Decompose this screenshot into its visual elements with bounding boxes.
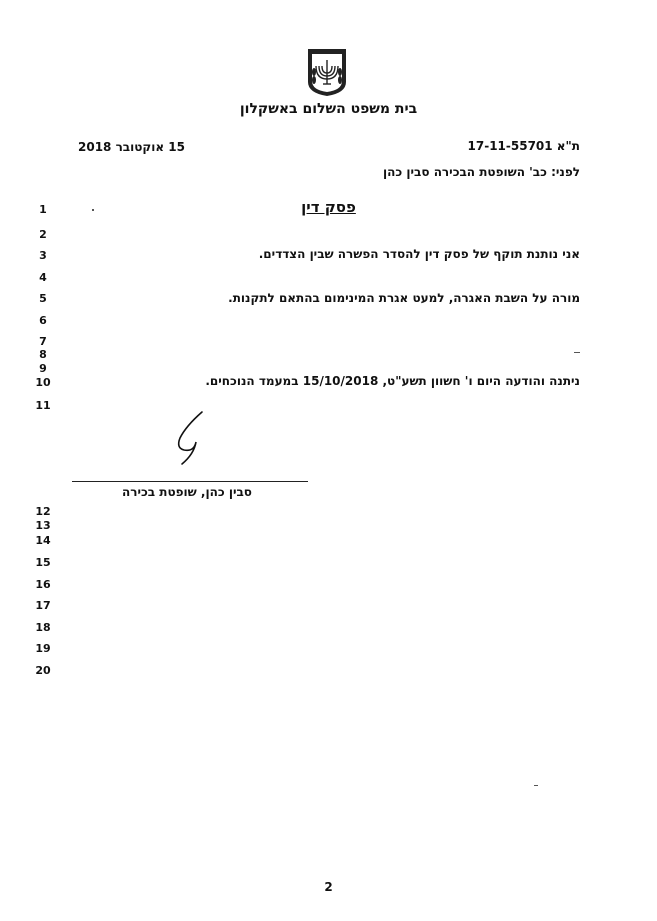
date: 15 אוקטובר 2018	[78, 140, 185, 154]
handwritten-signature-icon	[168, 408, 214, 466]
line-number: 19	[35, 642, 51, 655]
line-number: 17	[35, 599, 51, 612]
state-emblem-icon	[302, 46, 352, 98]
line-number: 9	[39, 362, 47, 375]
court-name: בית משפט השלום באשקלון	[239, 101, 418, 117]
line-number: 16	[35, 578, 51, 591]
scan-speck	[92, 209, 94, 211]
judge-line: לפני: כב' השופטת הבכירה סבין כהן	[383, 165, 580, 179]
line-number: 4	[39, 271, 47, 284]
line-number: 5	[39, 292, 47, 305]
line-number: 13	[35, 519, 51, 532]
verdict-paragraph: ניתנה והודעה היום ו' חשוון תשע"ט, 15/10/2018 במעמד הנוכחים.	[205, 374, 580, 388]
signature-line	[72, 481, 308, 482]
line-number: 7	[39, 335, 47, 348]
scan-speck	[574, 352, 580, 353]
case-number: ת"א 17-11-55701	[467, 139, 580, 153]
line-number: 20	[35, 664, 51, 677]
line-number: 11	[35, 399, 51, 412]
line-number: 2	[39, 228, 47, 241]
line-number: 10	[35, 376, 51, 389]
page-number: 2	[324, 880, 333, 894]
line-number: 3	[39, 249, 47, 262]
line-number: 15	[35, 556, 51, 569]
verdict-paragraph: מורה על השבת האגרה, למעט אגרת המינימום בהתאם לתקנות.	[228, 291, 580, 305]
line-number: 8	[39, 348, 47, 361]
scan-speck	[534, 785, 538, 786]
signer-name: סבין כהן, שופטת בכירה	[122, 485, 252, 499]
verdict-paragraph: אני נותנת תוקף של פסק דין להסדר הפשרה שבין הצדדים.	[258, 247, 580, 261]
verdict-title: פסק דין	[301, 198, 356, 216]
line-number: 1	[39, 203, 47, 216]
line-number: 12	[35, 505, 51, 518]
line-number: 14	[35, 534, 51, 547]
line-number: 6	[39, 314, 47, 327]
line-number: 18	[35, 621, 51, 634]
